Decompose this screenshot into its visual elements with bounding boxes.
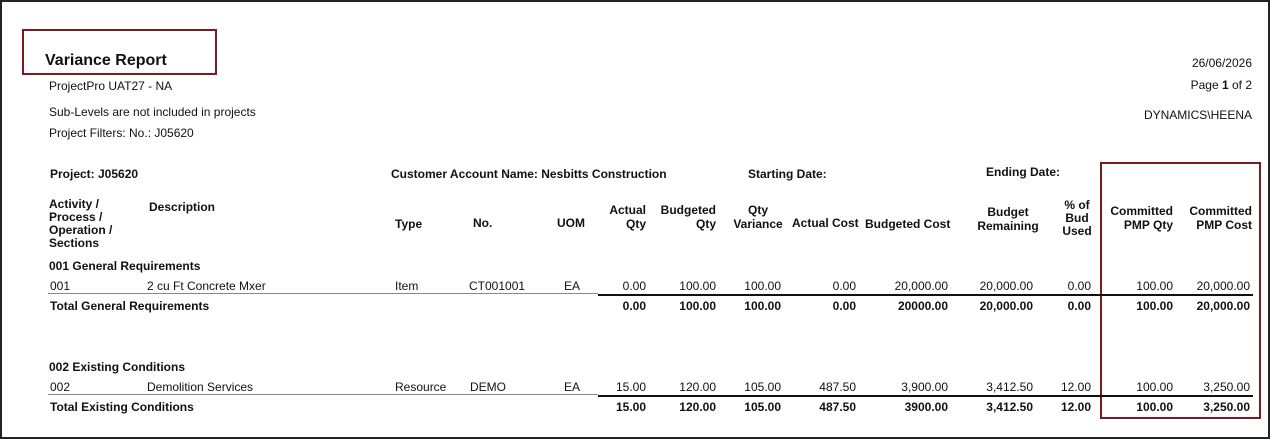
header-pct-line: % of [1064, 198, 1090, 212]
header-no: No. [473, 216, 493, 230]
total-pct: 0.00 [1067, 299, 1091, 313]
sublevels-note: Sub-Levels are not included in projects [49, 105, 256, 119]
total-label: Total Existing Conditions [50, 400, 194, 414]
page-number [1191, 78, 1252, 92]
cell-qty-variance: 100.00 [744, 279, 781, 293]
header-activity [49, 198, 112, 250]
total-actual-cost: 487.50 [819, 400, 856, 414]
section-title: 002 Existing Conditions [49, 360, 186, 374]
starting-date-label: Starting Date: [748, 167, 827, 181]
cell-budgeted-qty: 120.00 [679, 380, 716, 394]
total-budgeted-qty: 120.00 [679, 400, 716, 414]
header-budget-remaining-line: Budget [987, 205, 1029, 219]
total-pct: 12.00 [1060, 400, 1091, 414]
report-user: DYNAMICS\HEENA [1143, 108, 1252, 122]
header-committed-cost [1189, 204, 1252, 232]
header-committed-cost-line: Committed [1189, 204, 1252, 218]
total-divider [598, 395, 1253, 397]
header-qty-variance-line: Qty [747, 203, 768, 217]
cell-no: DEMO [470, 380, 506, 394]
header-actual-qty-line: Actual [609, 203, 646, 217]
customer-label: Customer Account Name: Nesbitts Construction [391, 167, 667, 181]
total-budget-remaining: 3,412.50 [986, 400, 1033, 414]
total-actual-qty: 0.00 [622, 299, 646, 313]
cell-pct: 0.00 [1067, 279, 1091, 293]
cell-description: Demolition Services [147, 380, 254, 394]
cell-uom: EA [564, 380, 581, 394]
cell-budget-remaining: 20,000.00 [979, 279, 1033, 293]
cell-committed-cost: 3,250.00 [1203, 380, 1250, 394]
header-committed-qty-line: Committed [1110, 204, 1173, 218]
header-budgeted-qty-line: Qty [695, 217, 716, 231]
header-budgeted-cost: Budgeted Cost [865, 217, 951, 231]
header-budgeted-qty-line: Budgeted [660, 203, 716, 217]
header-committed-cost-line: PMP Cost [1196, 218, 1252, 232]
cell-budgeted-cost: 3,900.00 [901, 380, 948, 394]
cell-activity: 001 [50, 279, 71, 293]
total-actual-cost: 0.00 [832, 299, 856, 313]
cell-actual-qty: 0.00 [622, 279, 646, 293]
project-filters: Project Filters: No.: J05620 [49, 126, 194, 140]
ending-date-label: Ending Date: [986, 165, 1060, 179]
total-budgeted-qty: 100.00 [679, 299, 716, 313]
row-divider [48, 293, 598, 294]
header-committed-qty [1110, 204, 1173, 232]
cell-budget-remaining: 3,412.50 [986, 380, 1033, 394]
total-budget-remaining: 20,000.00 [979, 299, 1033, 313]
header-committed-qty-line: PMP Qty [1123, 218, 1173, 232]
cell-description: 2 cu Ft Concrete Mxer [147, 279, 266, 293]
header-qty-variance [728, 203, 788, 231]
total-qty-variance: 105.00 [744, 400, 781, 414]
total-committed-qty: 100.00 [1136, 299, 1173, 313]
header-uom: UOM [557, 216, 585, 230]
cell-type: Resource [395, 380, 447, 394]
total-committed-cost: 3,250.00 [1203, 400, 1250, 414]
cell-actual-cost: 0.00 [832, 279, 856, 293]
header-activity-line: Activity / [49, 197, 100, 211]
total-committed-qty: 100.00 [1136, 400, 1173, 414]
total-budgeted-cost: 20000.00 [897, 299, 948, 313]
total-label: Total General Requirements [50, 299, 210, 313]
header-pct-line: Bud [1065, 211, 1089, 225]
header-activity-line: Operation / [49, 223, 113, 237]
total-committed-cost: 20,000.00 [1196, 299, 1250, 313]
cell-pct: 12.00 [1060, 380, 1091, 394]
cell-activity: 002 [50, 380, 71, 394]
cell-committed-cost: 20,000.00 [1196, 279, 1250, 293]
row-divider [48, 394, 598, 395]
cell-uom: EA [564, 279, 581, 293]
page-of: of 2 [1228, 78, 1252, 92]
header-activity-line: Sections [49, 236, 100, 250]
cell-budgeted-qty: 100.00 [679, 279, 716, 293]
cell-actual-cost: 487.50 [819, 380, 856, 394]
header-pct-line: Used [1062, 224, 1092, 238]
report-title: Variance Report [45, 52, 167, 69]
cell-type: Item [395, 279, 419, 293]
total-actual-qty: 15.00 [615, 400, 646, 414]
company-name: ProjectPro UAT27 - NA [49, 79, 173, 93]
cell-qty-variance: 105.00 [744, 380, 781, 394]
total-divider [598, 294, 1253, 296]
page-prefix: Page [1190, 78, 1222, 92]
header-budget-remaining-line: Remaining [977, 219, 1039, 233]
page-current: 1 [1221, 78, 1229, 92]
header-actual-qty [609, 203, 646, 231]
header-type: Type [395, 217, 423, 231]
section-title: 001 General Requirements [49, 259, 201, 273]
project-label: Project: J05620 [50, 167, 139, 181]
cell-budgeted-cost: 20,000.00 [894, 279, 948, 293]
header-budgeted-qty [661, 203, 716, 231]
cell-committed-qty: 100.00 [1136, 380, 1173, 394]
header-activity-line: Process / [49, 210, 103, 224]
header-description: Description [149, 200, 216, 214]
total-qty-variance: 100.00 [744, 299, 781, 313]
header-pct-bud-used [1057, 199, 1097, 238]
header-qty-variance-line: Variance [733, 217, 783, 231]
cell-committed-qty: 100.00 [1136, 279, 1173, 293]
header-actual-cost: Actual Cost [792, 216, 859, 230]
cell-actual-qty: 15.00 [615, 380, 646, 394]
header-actual-qty-line: Qty [625, 217, 646, 231]
header-budget-remaining [970, 205, 1046, 233]
cell-no: CT001001 [469, 279, 526, 293]
total-budgeted-cost: 3900.00 [904, 400, 948, 414]
report-date: 26/06/2026 [1191, 56, 1252, 70]
